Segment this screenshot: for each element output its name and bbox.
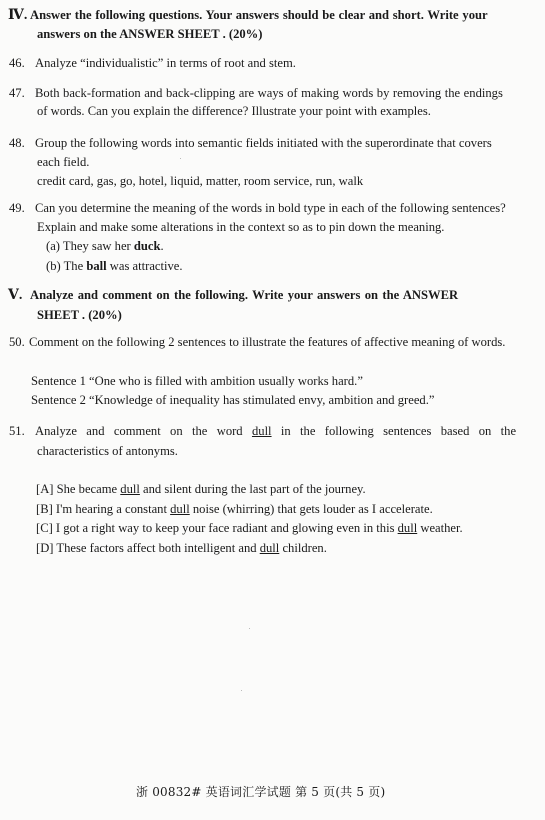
question-48-words: credit card, gas, go, hotel, liquid, matter, room service, run, walk xyxy=(37,174,364,188)
question-47-line2 xyxy=(37,104,431,120)
sentence-b-end: was attractive. xyxy=(106,259,183,273)
question-49-text-line2: Explain and make some alterations in the context so as to pin down the meaning. xyxy=(37,220,445,234)
question-51-text-start: Analyze and comment on the word xyxy=(35,424,252,438)
question-51-line1 xyxy=(9,424,516,440)
sentence-a-start: (a) They saw her xyxy=(46,239,134,253)
option-d-start: [D] These factors affect both intelligent and xyxy=(36,541,260,555)
section-5-heading-line2 xyxy=(37,308,122,324)
bold-word-duck: duck xyxy=(133,239,161,253)
section-5-heading-line1 xyxy=(8,287,458,305)
sentence-b-start: (b) The xyxy=(46,259,87,273)
bold-word-ball: ball xyxy=(86,259,107,273)
footer-text: 浙 00832# 英语词汇学试题 第 5 页(共 5 页) xyxy=(136,785,386,799)
question-49-text-line1: Can you determine the meaning of the words in bold type in each of the following sentences? xyxy=(35,201,506,215)
question-47-line1 xyxy=(9,86,503,102)
section-5-numeral: Ⅴ. xyxy=(8,288,23,303)
option-a-start: [A] She became xyxy=(36,482,121,496)
question-50-number: 50. xyxy=(9,335,25,349)
page-footer xyxy=(136,785,385,800)
question-48-line2 xyxy=(37,155,89,171)
question-48-word-list xyxy=(37,174,363,190)
option-d-dull: dull xyxy=(259,541,280,555)
sentence-2-text: Sentence 2 “Knowledge of inequality has stimulated envy, ambition and greed.” xyxy=(31,393,435,407)
question-48-line1 xyxy=(9,136,492,152)
option-b-end: noise (whirring) that gets louder as I accelerate. xyxy=(189,502,433,516)
section-5-title-cont: SHEET . xyxy=(37,308,89,322)
section-4-heading-line1 xyxy=(8,7,488,25)
option-a-end: and silent during the last part of the journey. xyxy=(139,482,366,496)
question-49-sentence-b xyxy=(46,259,183,275)
option-a-dull: dull xyxy=(120,482,140,496)
sentence-a-end: . xyxy=(160,239,164,253)
section-4-points: (20%) xyxy=(228,27,263,41)
question-47-text-line1: Both back-formation and back-clipping are ways of making words by removing the endings xyxy=(35,86,503,100)
question-48-text-line1: Group the following words into semantic fields initiated with the superordinate that covers xyxy=(35,136,492,150)
option-b-dull: dull xyxy=(170,502,190,516)
question-51-number: 51. xyxy=(9,424,25,438)
question-48-text-line2: each field. xyxy=(37,155,90,169)
question-51-option-b xyxy=(36,502,433,518)
section-4-heading-line2 xyxy=(37,27,262,43)
question-46 xyxy=(9,56,296,72)
question-47-text-line2: of words. Can you explain the difference? Illustrate your point with examples. xyxy=(37,104,431,118)
question-49-line1 xyxy=(9,201,506,217)
option-c-start: [C] I got a right way to keep your face radiant and glowing even in this xyxy=(36,521,398,535)
option-d-end: children. xyxy=(279,541,327,555)
question-49-number: 49. xyxy=(9,201,25,215)
question-50-sentence-1 xyxy=(31,374,363,390)
option-b-start: [B] I'm hearing a constant xyxy=(36,502,171,516)
underlined-word-dull: dull xyxy=(251,424,272,438)
question-51-text-line2: characteristics of antonyms. xyxy=(37,444,178,458)
section-4-title-text: Answer the following questions. Your answers should be clear and short. Write your xyxy=(30,8,488,22)
question-46-text: Analyze “individualistic” in terms of root and stem. xyxy=(35,56,296,70)
question-50-sentence-2 xyxy=(31,393,434,409)
question-48-number: 48. xyxy=(9,136,25,150)
scan-speck xyxy=(241,690,242,691)
option-c-end: weather. xyxy=(417,521,463,535)
question-49-line2 xyxy=(37,220,444,236)
question-50-line1 xyxy=(9,335,505,351)
question-51-option-c xyxy=(36,521,463,537)
section-5-title-text: Analyze and comment on the following. Write your answers on the ANSWER xyxy=(30,288,459,302)
section-4-title-cont: answers on the ANSWER SHEET . xyxy=(37,27,229,41)
question-47-number: 47. xyxy=(9,86,25,100)
section-4-numeral: Ⅳ. xyxy=(8,8,28,23)
scan-speck xyxy=(180,158,181,159)
scan-speck xyxy=(249,628,250,629)
question-50-text: Comment on the following 2 sentences to illustrate the features of affective meaning of words. xyxy=(29,335,506,349)
question-46-number: 46. xyxy=(9,56,25,70)
question-51-option-a xyxy=(36,482,366,498)
question-51-line2 xyxy=(37,444,178,460)
option-c-dull: dull xyxy=(397,521,418,535)
question-51-option-d xyxy=(36,541,327,557)
section-5-points: (20%) xyxy=(88,308,122,322)
sentence-1-text: Sentence 1 “One who is filled with ambition usually works hard.” xyxy=(31,374,363,388)
question-51-text-end: in the following sentences based on the xyxy=(271,424,517,438)
question-49-sentence-a xyxy=(46,239,164,255)
